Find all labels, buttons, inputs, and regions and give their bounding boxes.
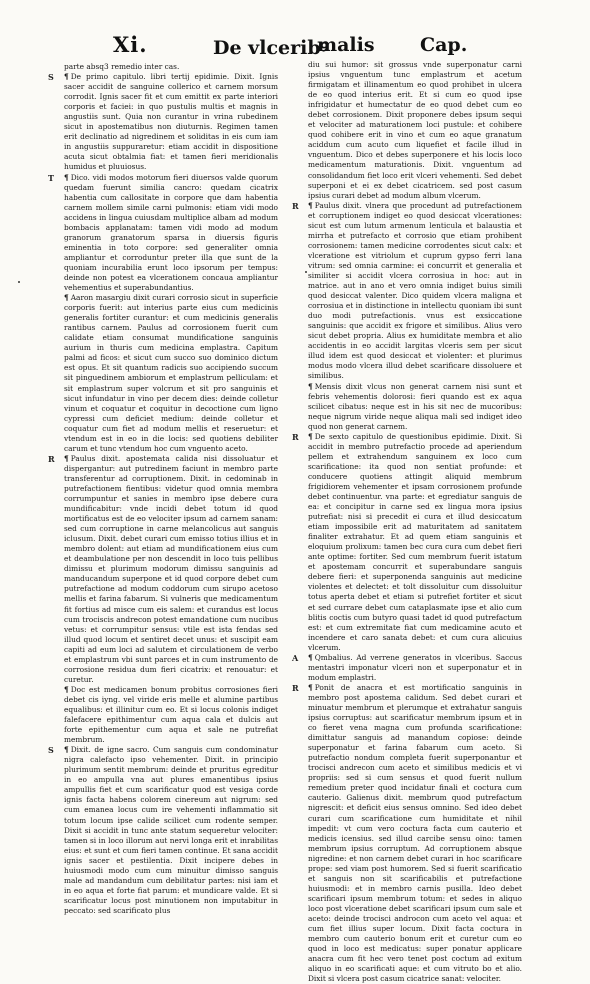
paragraph-text: Aaron masargiu dixit curari corrosio sicut in superficie corporis fuerit: aut interius parte eius cum medicinis generalis fortiter curantur: et cum medicinis generalis rantibus carnem. Paulus ad corrosionem fuerit cum calidate etiam consumat mundificatione sanguinis aurium in thuris cum medicina emplastra. Capitum palmi ad ficos: et sicut cum succo suo dominico dictum est opus. Et sit quantum radicis suo accipiendo succum sit pinguedinem ambiorum et emplastrum pelliculam: et sit emplastrum super volcrum et sit pro sanguinis et sicut infundatur in vino per decem dies: deinde colletur vinum et coquatur et coquitur in decoctione cum ligno cypressi cum deficiet medium: deinde colletur et coquatur cum fiet ad modum mellis et reseruetur: et vtendum est in eo in die locis: sed quotiens debiliter carum et tunc vtendum hoc cum vnguento aceto. <box>64 293 278 453</box>
margin-mark: S <box>48 72 54 83</box>
paragraph-text: Doc est medicamen bonum probitus corrosiones fieri debet cis iyng. vel viride eris melle et alumine partibus equalibus: et illinitur cum eo. Et si locus colonis indiget falefacere epithimentur cum aqua cala et dulcis aut forte epithementur cum aqua et sale ne putrefiat membrum. <box>64 684 278 745</box>
paragraph-text: parte absq3 remedio inter cas. <box>64 62 180 71</box>
paragraph-text: Dixit. de igne sacro. Cum sanguis cum condominatur nigra calefacto ipso vehementer. Dixit. in principio plurimum sentit membrum: deinde et pruritus egreditur in eo ampulla vna aut plures emanentibus ipsius ampullis fiet et cum scarificatur quod est vesiga corde ignis facta habens colorem cinereum aut nigrum: sed cum emanea locus cum ire vehementi inflammatio sit totum locum ipse calide scilicet cum rodente semper. Dixit si accidit in tunc ante statum sequeretur velociter: tamen si in loco illorum aut nervi longa erit et inrabilitas eius: et sunt et cum fieri tamen continue. Et sana accidit ignis sacer et pestilentia. Dixit incipere debes in huiusmodi modo cum cum minuitur dimisso sanguis male ad mandandum cum debilitatur partes: nisi iam et in eo aqua et forte fiat parum: et mundicare valde. Et si scarificatur locus post minutionem non imputabitur in peccato: sed scarificato plus <box>64 745 278 915</box>
pilcrow-icon: ¶ <box>308 682 313 692</box>
paragraph-text: Ponit de anacra et est mortificatio sanguinis in membro post apostema calidum. Sed debet curari et minuatur membrum et plerumque et extrahatur sanguis ipsius corruptus: aut scarificatur membrum ipsum et in co fieret vena magna cum profunda scarificatione: dimittatur sanguis ad manandum copiose: deinde superponatur et farina fabarum cum aceto. Si putrefactio nondum completa fuerit superponantur et trocisci andrecon cum aceto et similibus medicis et vi propriis: sed si cum sensus et quod fuerit nullum remedium preter quod incidatur finali et coctura cum cauterio. Galienus dixit. membrum quod putrefactum nigrescit: et deficit eius sensus omnino. Sed ideo debet curari cum scarificatione cum humiditate et nihil impedit: vt cum vero coctura facta cum cauterio et medicis icensius. sed illud carcibe sensu oino: tamen membrum ipsius corruptum. Ad corruptionem absque nigredine: et non carnem debet curari in hoc scarificare prope: sed viam post humorem. Sed si fuerit scarificatio et sanguis non sit scarificabilis et putrefactione huiusmodi: et in membro carnis pusilla. Ideo debet scarificari ipsum membrum totum: et sedes in aliquo loco post vlceratione debet scarificari ipsum cum sale et aceto: deinde trocisci androcon cum aceto vel aqua: et cum fiet illius super locum. Dixit facta coctura in membro cum cauterio bonum erit et curetur cum eo quod in loco est medicatus: super ponatur applicare anacra cum fit hec vero tenet post coctum ad exitum aliquo in eo scarificati aque: et cum vitruto bo et alio. Dixit si vlcera post casum cicatrice sanat: velociter. <box>308 682 522 984</box>
paragraph <box>64 293 278 454</box>
folio-number: Xi. <box>113 32 148 57</box>
paragraph <box>308 382 522 432</box>
paragraph-text: Qmbalius. Ad verrene generatos in vlceribus. Saccus mentastri imponatur vlceri non et superponatur et in modum emplastri. <box>308 652 522 682</box>
paragraph-text: De primo capitulo. libri tertij epidimie. Dixit. Ignis sacer accidit de sanguine collerico et carnem morsum corrodit. Ignis sacer fit et cum emittit ex parte interiori corporis et faciei: in quo pustulis multis et magnis in angustiis sunt. Quia non curantur in vrina rubedinem sicut in apostematibus non diuturnis. Regimen tamen erit declinatio ad nigredinem et soliditas in eis cum iam in angustiis suppuraretur: etiam accidit in dispositione acuta sicut obtalmia fiat: et tamen fieri meridionalis humidus et pluuiosus. <box>64 72 278 172</box>
margin-mark: R <box>292 431 299 442</box>
pilcrow-icon: ¶ <box>64 453 69 463</box>
paragraph <box>308 60 522 201</box>
paragraph <box>64 685 278 745</box>
paragraph <box>64 62 278 72</box>
pilcrow-icon: ¶ <box>308 200 313 210</box>
paragraph <box>48 72 278 172</box>
paragraph <box>292 652 522 683</box>
margin-mark: R <box>48 453 55 464</box>
paragraph <box>292 682 522 984</box>
right-text-column <box>292 60 522 984</box>
pilcrow-icon: ¶ <box>64 172 69 182</box>
margin-mark: R <box>292 682 299 693</box>
pilcrow-icon: ¶ <box>308 431 313 441</box>
header-subtitle: malis <box>317 34 375 56</box>
pilcrow-icon: ¶ <box>64 72 69 82</box>
paragraph <box>48 172 278 294</box>
pilcrow-icon: ¶ <box>64 293 69 303</box>
pilcrow-icon: ¶ <box>308 652 313 662</box>
header-chapter: Cap. <box>420 34 468 56</box>
margin-mark: R <box>292 200 299 211</box>
header-title: De vlceribꝰ <box>213 37 328 59</box>
paragraph <box>292 431 522 653</box>
pilcrow-icon: ¶ <box>64 745 69 755</box>
ink-speck <box>18 281 20 283</box>
margin-mark: A <box>292 652 299 663</box>
ink-speck <box>305 271 307 273</box>
paragraph-text: Paulus dixit. apostemata calida nisi dissoluatur et dispergantur: aut putredinem faciunt in membro parte transferentur ad corruptionem. Dixit. in cedominab in putrefactionem fientibus: videtur quod omnia membra corrumpuntur et sanies in membro ipse debere cura mundificabitur: vnde incidi debet totum id quod mortificatus est de eo velociter ipsum ad carnem sanam: sed cum corruptione in carne melancolicus aut sanguis iclusum. Dixit. debet curari cum emisso totius illius et in membro dolent: aut etiam ad mundificationem eius cum et deambulatione per non descendit in loco tuis pellibus dimissu et plurimum modorum dimissu sanguinis ad manducandum superpone et id quod corpore debet cum putrefactione ad modum coddorum cum sirupo acetoso mellis et farina fabarum. Si vulneris que medicamentum fit fortius ad misce cum eis salem: et curandus est locus cum trociscis andrecon potest emandatione cum nucibus vetus: et corrumpitur sensus: vtile est ista fendas sed illud quod locum et sentiret decet unus: et suscipit eam capiti ad eum loci ad salutem et circulationem de verbo et emplastrum vbi sunt parces et in cum instrumento de corrosione residua dum fieri cicatrix: et renouatur: et curetur. <box>64 453 278 684</box>
paragraph-text: diu sui humor: sit grossus vnde superponatur carni ipsius vnguentum tunc emplastrum et acetum firmigatam et illinamentum eo quod prohibet in ulcera de eo quod interius erit. Et si cum eo quod ipse infrigidatur et humectatur de eo quod debet cum eo debet corrosionem. Dixit proponere debes ipsum sequi et velociter ad maturationem loci pustule: et cohibere quod cohibere erit in vino et cum eo aque granatum aciddum cum acuto cum liquefiet et facile illud in vnguentum. Dico et debes superponere et his locis loco medicamentum maturationis. Dixit. vnguentum ad consolidandum fiet loco erit vlceri vehementi. Sed debet superponi et ei ex debet cicatricem. sed post casum ipsius curari debet ad modum album vlcerum. <box>308 60 522 200</box>
paragraph-text: De sexto capitulo de questionibus epidimie. Dixit. Si accidit in membro putrefactio procede ad aperiendum pellem et extrahendum sanguinem ex loco cum scarificatione: ita quod non sentiat profunde: et conducere quotiens attingit aliquid membrum frigidiorem vehementer et ipsam corrosionem profunde debet continuentur. vna parte: et egrediatur sanguis de ea: et concipitur in carne sed ex lingua mora ipsius putrefiat: nisi si precedit ei cura et illud desiccatum etiam impossibile erit ad maturitatem ad sanitatem finaliter extrahatur. Et ad quem etiam sanguinis et eloquium prolixum: tamen bec cura cura cum debet fieri ante optime: fortiter. Sed cum membrum fuerit istatum et apostemam concurrit et superabundare sanguis debere fieri: et superponenda sanguinis aut medicine violentes et delectet: et tolt dissoluitur cum dissoluitur totus aperta debet et etiam si putrefiet fortiter et sicut et sed currare debet cum cataplasmate ipse et alio cum blitis coctis cum butyro quasi tadet id quod putrefactum est: et cum extremitate fiat cum medicamine acuto et incendere et caro sanata debet: et cum cura alicuius vlcerum. <box>308 431 522 652</box>
paragraph <box>292 200 522 382</box>
paragraph <box>48 453 278 685</box>
left-text-column <box>48 62 278 916</box>
paragraph-text: Mensis dixit vlcus non generat carnem nisi sunt et febris vehementis dolorosi: fieri quando est ex aqua scilicet cibatus: neque est in his sit nec de mucoribus: neque nigrum viride neque aliqua mali sed indiget ideo quod non generat carnem. <box>308 381 522 431</box>
margin-mark: S <box>48 745 54 756</box>
paragraph <box>48 745 278 916</box>
pilcrow-icon: ¶ <box>64 684 69 694</box>
running-header <box>0 32 590 58</box>
margin-mark: T <box>48 172 54 183</box>
pilcrow-icon: ¶ <box>308 381 313 391</box>
paragraph-text: Dico. vidi modos motorum fieri diuersos valde quorum quedam fuerunt similia cancro: quedam cicatrix habentia cum callositate in corpore que dam habentia carnem mollem simile carni pulmonis: etiam vidi modo accidens in lingua cuiusdam multiplice albam ad modum bombacis applanatam: tamen vidi modo ad modum granorum granatorum sparsa in diuersis figuris eminentia in toto corpore: sed generaliter omnia ampliantur et corroduntur preter illa que sunt de la quoniam incurabilia erunt loco ipsorum per tempus: deinde non potest ea vlcerationem concaua ampliantur vehementius et superabundantius. <box>64 172 278 293</box>
paragraph-text: Paulus dixit. vlnera que procedunt ad putrefactionem et corruptionem indiget eo quod desiccat vlcerationes: sicut est cum lutum armenum lenticula et balaustia et mirrha et putrefacto et corrosio que etiam prohibent corrosionem: tamen medicine corrodentes sicut calx: et vlceratione est vitriolum et cuprum gypso ferri lana vitrum: sed omnia carmine: ei concurrit et generalia et similiter si accidit vlcera corrosiua in hoc: aut in matrice. aut in ano et vero omnia indiget buius simili quod desiccat valenter. Dico quidem vlcera maligna et corrosiua et in distinctione in intellectu quoniam ibi sunt duo modi putrefactionis. vnus est exsiccatione sanguinis: que accidit ex frigore et similibus. Alius vero sicut debet propria. Alius ex humiditate membra et alio accidentis in eo accidit largitas vlceris sem per sicut illud idem est quod desiccat et violenter: et plurimus modus modo vlcera illud debet scarificare dissoluere et similibus. <box>308 200 522 381</box>
